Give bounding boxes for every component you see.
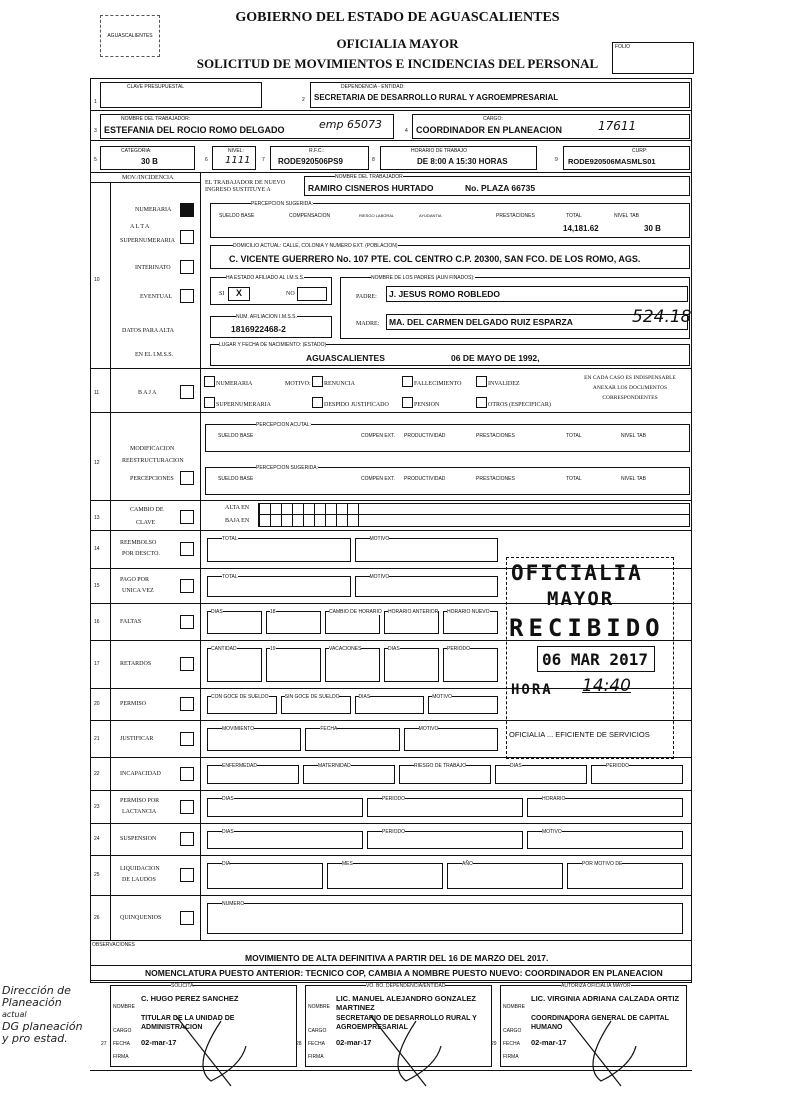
folio-box[interactable]: FOLIO [612,42,694,74]
row-20-field[interactable]: CON GOCE DE SUELDO [207,696,277,714]
percepcion-sugerida-alta[interactable]: PERCEPCION SUGERIDA: SUELDO BASE COMPENSACION RIESGO LABORAL AYUDANTIA PRESTACIONES TOTAL NIVEL TAB 14,181.62 30 B [210,203,690,238]
row-22-checkbox[interactable] [180,767,194,781]
signature-block: VO. BO. DEPENDENCIA/ENTIDAD NOMBRE LIC. MANUEL ALEJANDRO GONZALEZ MARTINEZ CARGO SECRETARIO DE DESARROLLO RURAL Y AGROEMPRESARIAL 28 FECHA 02-mar-17 FIRMA [305,985,492,1067]
clave-grid[interactable] [258,503,690,527]
row-20-field[interactable]: DIAS [355,696,425,714]
categoria-field[interactable]: CATEGORIA: 30 B [100,146,195,170]
row-22-field[interactable]: PERIODO [591,765,683,784]
otros-checkbox[interactable] [476,397,487,408]
row-23-field[interactable]: DIAS [207,798,363,817]
row-21-field[interactable]: FECHA [305,728,399,751]
row-16-field[interactable]: HORARIO ANTERIOR [384,611,439,634]
invalidez-checkbox[interactable] [476,376,487,387]
curp-field[interactable]: CURP: RODE920506MASMLS01 [563,146,690,170]
signature-block: AUTORIZA OFICIALIA MAYOR NOMBRE LIC. VIRGINIA ADRIANA CALZADA ORTIZ CARGO COORDINADORA GENERAL DE CAPITAL HUMANO 29 FECHA 02-mar-17 FIRMA [500,985,687,1067]
padres-box: NOMBRE DE LOS PADRES (AUN FINADOS): PADRE: J. JESUS ROMO ROBLEDO MADRE: MA. DEL CARMEN DELGADO RUIZ ESPARZA 524.18 [340,277,690,339]
row-17-field[interactable]: PERIODO [443,648,498,682]
clave-presupuestal-field[interactable]: CLAVE PRESUPUESTAL [100,82,262,108]
row-22-field[interactable]: RIESGO DE TRABAJO [399,765,491,784]
row-23-checkbox[interactable] [180,800,194,814]
row-21-field[interactable]: MOTIVO [404,728,498,751]
row-15-field[interactable]: TOTAL [207,576,351,597]
horario-field[interactable]: HORARIO DE TRABAJO DE 8:00 A 15:30 HORAS [380,146,537,170]
row-14-field[interactable]: TOTAL [207,538,351,562]
numeraria-checkbox[interactable] [180,203,194,217]
imss-si-checkbox[interactable]: X [228,287,250,301]
padre-field[interactable]: J. JESUS ROMO ROBLEDO [386,286,688,302]
row-20-field[interactable]: MOTIVO [428,696,498,714]
signature-scribble [366,1006,456,1096]
row-24-field[interactable]: MOTIVO [527,831,683,849]
header-government: GOBIERNO DEL ESTADO DE AGUASCALIENTES [235,10,560,25]
row-21-checkbox[interactable] [180,732,194,746]
cargo-field[interactable]: CARGO: COORDINADOR EN PLANEACION 17611 [412,114,690,139]
row-23-field[interactable]: PERIODO [367,798,523,817]
signature-block: SOLICITA NOMBRE C. HUGO PEREZ SANCHEZ CARGO TITULAR DE LA UNIDAD DE ADMINISTRACION 27 FECHA 02-mar-17 FIRMA [110,985,297,1067]
baja-numeraria-checkbox[interactable] [204,376,215,387]
percepciones-checkbox[interactable] [180,471,194,485]
row-26-field[interactable]: NUMERO [207,903,683,934]
madre-field[interactable]: MA. DEL CARMEN DELGADO RUIZ ESPARZA 524.18 [386,314,688,330]
row-17-field[interactable]: 19 [266,648,321,682]
row-26-checkbox[interactable] [180,911,194,925]
personnel-movement-form: AGUASCALIENTES GOBIERNO DEL ESTADO DE AGUASCALIENTES OFICIALIA MAYOR SOLICITUD DE MOVIMIENTOS E INCIDENCIAS DEL PERSONAL FOLIO 1 CLAVE PRESUPUESTAL 2 DEPENDENCIA - ENTIDAD: SECRETARIA DE DESARROLLO RURAL Y AGROEMPRESARIAL 3 NOMBRE DEL TRABAJADOR: ESTEFANIA DEL ROCIO ROMO DELGADO emp 65073 4 CARGO: COORDINADOR EN PLANEACION 17611 5 CATEGORIA: 30 B 6 NIVEL: 1111 7 R.F.C.: RODE920506PS9 8 HORARIO DE TRABAJO DE 8:00 A 15:30 HORAS 9 CURP: RODE920506MASMLS01 MOV./INCIDENCIA 10 A L T A NUMERARIA SUPERNUMERARIA INTERINATO EVENTUAL DATOS PARA ALTA EN EL I.M.S.S. EL TRABAJADOR DE NUEVO INGRESO SUSTITUYE A NOMBRE DEL TRABAJADOR RAMIRO CISNEROS HURTADO No. PLAZA 66735 PERCEPCION SUGERIDA: SUELDO BASE COMPENSACION RIESGO LABORAL AYUDANTIA PRESTACIONES TOTAL NIVEL TAB 14,181.62 30 B DOMICILIO ACTUAL: CALLE, COLONIA Y NUMERO EXT. (POBLACION) C. VICENTE GUERRERO No. 107 PTE. COL CENTRO C.P. 20300, SAN FCO. DE LOS ROMO, AGS. HA ESTADO AFILIADO AL I.M.S.S. SI X NO NOMBRE DE LOS PADRES (AUN FINADOS): PADRE: J. JESUS ROMO ROBLEDO MADRE: MA. DEL CARMEN DELGADO RUIZ ESPARZA 524.18 NUM. AFILIACION I.M.S.S. 1816922468-2 LUGAR Y FECHA DE NACIMIENTO: (ESTADO) AGUASCALIENTES 06 DE MAYO DE 1992, 11 B A J A NUMERARIA SUPERNUMERARIA MOTIVO: RENUNCIA DESPIDO JUSTIFICADO FALLECIMIENTO PENSION INVALIDEZ OTROS (ESPECIFICAR) EN CADA CASO ES INDISPENSABLE ANEXAR LOS DOCUMENTOS CORRESPONDIENTES 12 MODIFICACION REESTRUCTURACION PERCEPCIONES PERCEPCION ACUTAL: SUELDO BASE COMPEN EXT. PRODUCTIVIDAD PRESTACIONES TOTAL NIVEL TAB PERCEPCION SUGERIDA: SUELDO BASE COMPEN EXT. PRODUCTIVIDAD PRESTACIONES TOTAL NIVEL TAB 13 CAMBIO DE CLAVE ALTA EN BAJA EN 14 REEMBOLSO POR DESCTO. TOTAL MOTIVO 15 PAGO POR UNICA VEZ TOTAL MOTIVO 16 FALTAS DIAS 18 CAMBIO DE HORARIO HORARIO ANTERIOR HORARIO NUEVO 17 RETARDOS CANTIDAD 19 VACACIONES DIAS PERIODO 20 PERMISO CON GOCE DE SUELDO SIN GOCE DE SUELDO DIAS MOTIVO 21 JUSTIFICAR MOVIMIENTO FECHA MOTIVO 22 INCAPACIDAD ENFERMEDAD MATERNIDAD RIESGO DE TRABAJO DIAS PERIODO 23 PERMISO POR LACTANCIA DIAS PERIODO HORARIO 24 SUSPENSION DIAS PERIODO MOTIVO 25 LIQUIDACION DE LAUDOS DIA MES AÑO POR MOTIVO DE 26 QUINQUENIOS NUMERO OBSERVACIONES MOVIMIENTO DE ALTA DEFINITIVA A PARTIR DEL 16 DE MARZO DEL 2017. NOMENCLATURA PUESTO ANTERIOR: TECNICO COP, CAMBIA A NOMBRE PUESTO NUEVO: COORDINADOR EN PLANEACION SOLICITA NOMBRE C. HUGO PEREZ SANCHEZ CARGO TITULAR DE LA UNIDAD DE ADMINISTRACION 27 FECHA 02-mar-17 FIRMA VO. BO. DEPENDENCIA/ENTIDAD NOMBRE LIC. MANUEL ALEJANDRO GONZALEZ MARTINEZ CARGO SECRETARIO DE DESARROLLO RURAL Y AGROEMPRESARIAL 28 FECHA 02-mar-17 FIRMA AUTORIZA OFICIALIA MAYOR NOMBRE LIC. VIRGINIA ADRIANA CALZADA ORTIZ CARGO COORDINADORA GENERAL DE CAPITAL HUMANO 29 FECHA 02-mar-17 FIRMA OFICIALIA MAYOR RECIBIDO 06 MAR 2017 HORA 14:40 OFICIALIA ... EFICIENTE DE SERVICIOS Dirección de Planeación actual DG planeación y pro estad. [0,0,795,1102]
row-25-field[interactable]: POR MOTIVO DE [567,863,683,889]
observaciones-text: MOVIMIENTO DE ALTA DEFINITIVA A PARTIR DEL 16 DE MARZO DEL 2017. [245,953,549,963]
despido-checkbox[interactable] [312,397,323,408]
row-15-field[interactable]: MOTIVO [355,576,499,597]
percepcion-actual[interactable]: PERCEPCION ACUTAL: SUELDO BASE COMPEN EXT. PRODUCTIVIDAD PRESTACIONES TOTAL NIVEL TAB [205,424,690,452]
handwritten-margin-note: Dirección de Planeación actual DG planeación y pro estad. [2,984,83,1045]
row-17-field[interactable]: DIAS [384,648,439,682]
eventual-checkbox[interactable] [180,289,194,303]
row-24-field[interactable]: DIAS [207,831,363,849]
received-stamp: OFICIALIA MAYOR RECIBIDO 06 MAR 2017 HORA 14:40 OFICIALIA ... EFICIENTE DE SERVICIOS [506,557,674,759]
imss-afiliado-box: HA ESTADO AFILIADO AL I.M.S.S. SI X NO [210,277,332,305]
cambio-clave-checkbox[interactable] [180,510,194,524]
row-14-field[interactable]: MOTIVO [355,538,499,562]
nombre-trabajador-field[interactable]: NOMBRE DEL TRABAJADOR: ESTEFANIA DEL ROCIO ROMO DELGADO emp 65073 [100,114,394,139]
row-17-field[interactable]: CANTIDAD [207,648,262,682]
row-17-field[interactable]: VACACIONES [325,648,380,682]
afiliacion-imss-field[interactable]: NUM. AFILIACION I.M.S.S. 1816922468-2 [210,316,332,338]
row-22-field[interactable]: ENFERMEDAD [207,765,299,784]
nacimiento-field[interactable]: LUGAR Y FECHA DE NACIMIENTO: (ESTADO) AGUASCALIENTES 06 DE MAYO DE 1992, [210,344,690,366]
row-25-field[interactable]: AÑO [447,863,563,889]
row-15-checkbox[interactable] [180,579,194,593]
sustituye-field[interactable]: NOMBRE DEL TRABAJADOR RAMIRO CISNEROS HURTADO No. PLAZA 66735 [304,176,690,196]
fallecimiento-checkbox[interactable] [402,376,413,387]
row-16-field[interactable]: HORARIO NUEVO [443,611,498,634]
domicilio-field[interactable]: DOMICILIO ACTUAL: CALLE, COLONIA Y NUMERO EXT. (POBLACION) C. VICENTE GUERRERO No. 107 PTE. COL CENTRO C.P. 20300, SAN FCO. DE LOS ROMO, AGS. [210,245,690,269]
nivel-field[interactable]: NIVEL: 1111 [212,146,256,170]
supernumeraria-checkbox[interactable] [180,230,194,244]
rfc-field[interactable]: R.F.C.: RODE920506PS9 [270,146,369,170]
row-22-field[interactable]: MATERNIDAD [303,765,395,784]
row-24-field[interactable]: PERIODO [367,831,523,849]
row-25-field[interactable]: DIA [207,863,323,889]
row-20-field[interactable]: SIN GOCE DE SUELDO [281,696,351,714]
signature-scribble [171,1006,261,1096]
row-24-checkbox[interactable] [180,832,194,846]
row-16-field[interactable]: 18 [266,611,321,634]
government-logo: AGUASCALIENTES [100,15,160,57]
row-16-field[interactable]: CAMBIO DE HORARIO [325,611,380,634]
renuncia-checkbox[interactable] [312,376,323,387]
row-21-field[interactable]: MOVIMIENTO [207,728,301,751]
row-22-field[interactable]: DIAS [495,765,587,784]
row-16-field[interactable]: DIAS [207,611,262,634]
row-17-checkbox[interactable] [180,657,194,671]
percepcion-sugerida-mod[interactable]: PERCEPCION SUGERIDA: SUELDO BASE COMPEN EXT. PRODUCTIVIDAD PRESTACIONES TOTAL NIVEL TAB [205,467,690,495]
pension-checkbox[interactable] [402,397,413,408]
row-25-checkbox[interactable] [180,868,194,882]
row-23-field[interactable]: HORARIO [527,798,683,817]
imss-no-checkbox[interactable] [297,287,327,301]
row-20-checkbox[interactable] [180,697,194,711]
row-25-field[interactable]: MES [327,863,443,889]
form-title: SOLICITUD DE MOVIMIENTOS E INCIDENCIAS DEL PERSONAL [196,56,599,71]
interinato-checkbox[interactable] [180,260,194,274]
baja-supernumeraria-checkbox[interactable] [204,397,215,408]
row-14-checkbox[interactable] [180,542,194,556]
baja-checkbox[interactable] [180,385,194,399]
signature-scribble [561,1006,651,1096]
header-oficialia: OFICIALIA MAYOR [336,36,459,51]
dependencia-field[interactable]: DEPENDENCIA - ENTIDAD: SECRETARIA DE DESARROLLO RURAL Y AGROEMPRESARIAL [310,82,690,108]
nomenclatura-text: NOMENCLATURA PUESTO ANTERIOR: TECNICO COP, CAMBIA A NOMBRE PUESTO NUEVO: COORDINADOR EN PLANEACION [145,968,663,978]
row-16-checkbox[interactable] [180,615,194,629]
